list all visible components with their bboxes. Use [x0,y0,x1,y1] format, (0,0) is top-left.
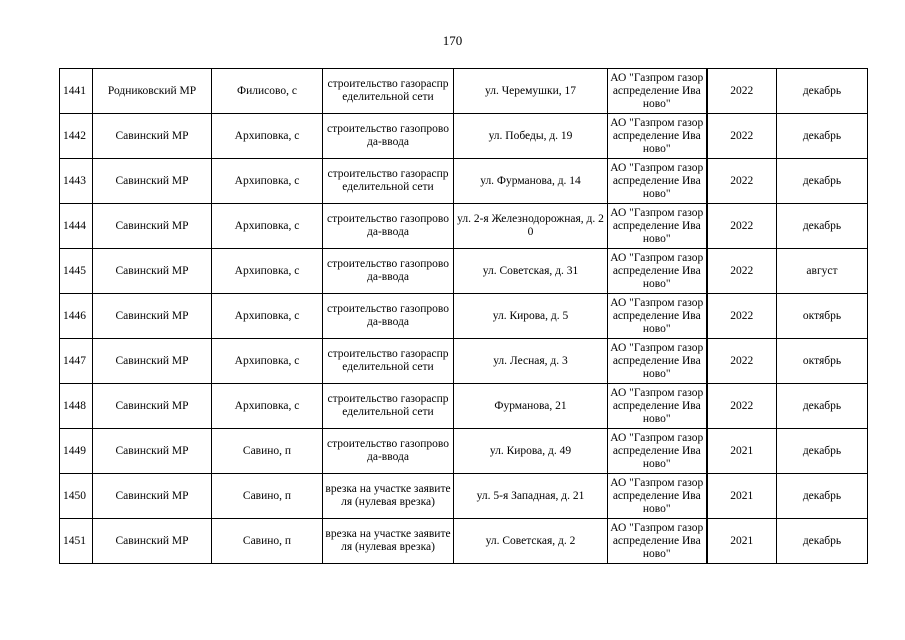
district-cell: Савинский МР [93,474,212,519]
table-row [60,384,868,429]
row-number-cell: 1442 [60,114,93,159]
table-row [60,114,868,159]
month-cell: декабрь [777,69,868,114]
organization-cell: АО "Газпром газораспределение Иваново" [608,294,707,339]
address-cell: Фурманова, 21 [454,384,608,429]
table-row [60,204,868,249]
locality-cell: Архиповка, с [212,294,323,339]
organization-cell: АО "Газпром газораспределение Иваново" [608,429,707,474]
row-number-cell: 1448 [60,384,93,429]
organization-cell: АО "Газпром газораспределение Иваново" [608,339,707,384]
address-cell: ул. Кирова, д. 49 [454,429,608,474]
work-type-cell: строительство газопровода-ввода [323,249,454,294]
locality-cell: Савино, п [212,429,323,474]
district-cell: Савинский МР [93,429,212,474]
row-number-cell: 1444 [60,204,93,249]
address-cell: ул. Советская, д. 2 [454,519,608,564]
row-number-cell: 1445 [60,249,93,294]
address-cell: ул. Фурманова, д. 14 [454,159,608,204]
month-cell: декабрь [777,204,868,249]
table-row [60,474,868,519]
row-number-cell: 1450 [60,474,93,519]
work-type-cell: строительство газораспределительной сети [323,69,454,114]
month-cell: декабрь [777,429,868,474]
table-body [60,69,868,564]
district-cell: Савинский МР [93,339,212,384]
address-cell: ул. Советская, д. 31 [454,249,608,294]
organization-cell: АО "Газпром газораспределение Иваново" [608,519,707,564]
organization-cell: АО "Газпром газораспределение Иваново" [608,114,707,159]
month-cell: декабрь [777,114,868,159]
district-cell: Савинский МР [93,204,212,249]
row-number-cell: 1441 [60,69,93,114]
table-row [60,339,868,384]
address-cell: ул. Кирова, д. 5 [454,294,608,339]
district-cell: Савинский МР [93,384,212,429]
organization-cell: АО "Газпром газораспределение Иваново" [608,384,707,429]
month-cell: декабрь [777,474,868,519]
organization-cell: АО "Газпром газораспределение Иваново" [608,249,707,294]
month-cell: август [777,249,868,294]
month-cell: декабрь [777,519,868,564]
address-cell: ул. Победы, д. 19 [454,114,608,159]
table-row [60,519,868,564]
year-cell: 2021 [707,429,777,474]
work-type-cell: строительство газопровода-ввода [323,204,454,249]
gasification-table [59,68,868,564]
year-cell: 2022 [707,114,777,159]
locality-cell: Архиповка, с [212,204,323,249]
month-cell: декабрь [777,159,868,204]
locality-cell: Архиповка, с [212,249,323,294]
locality-cell: Архиповка, с [212,339,323,384]
work-type-cell: строительство газораспределительной сети [323,339,454,384]
locality-cell: Савино, п [212,519,323,564]
organization-cell: АО "Газпром газораспределение Иваново" [608,204,707,249]
row-number-cell: 1449 [60,429,93,474]
organization-cell: АО "Газпром газораспределение Иваново" [608,69,707,114]
year-cell: 2022 [707,294,777,339]
year-cell: 2022 [707,339,777,384]
address-cell: ул. Черемушки, 17 [454,69,608,114]
row-number-cell: 1443 [60,159,93,204]
year-cell: 2021 [707,474,777,519]
year-cell: 2022 [707,204,777,249]
year-cell: 2021 [707,519,777,564]
work-type-cell: строительство газораспределительной сети [323,384,454,429]
address-cell: ул. 5-я Западная, д. 21 [454,474,608,519]
table-row [60,159,868,204]
address-cell: ул. Лесная, д. 3 [454,339,608,384]
row-number-cell: 1446 [60,294,93,339]
work-type-cell: строительство газопровода-ввода [323,114,454,159]
work-type-cell: врезка на участке заявителя (нулевая врезка) [323,474,454,519]
year-cell: 2022 [707,249,777,294]
locality-cell: Архиповка, с [212,114,323,159]
work-type-cell: врезка на участке заявителя (нулевая врезка) [323,519,454,564]
month-cell: декабрь [777,384,868,429]
organization-cell: АО "Газпром газораспределение Иваново" [608,474,707,519]
table-row [60,69,868,114]
organization-cell: АО "Газпром газораспределение Иваново" [608,159,707,204]
district-cell: Савинский МР [93,159,212,204]
district-cell: Савинский МР [93,519,212,564]
district-cell: Савинский МР [93,249,212,294]
work-type-cell: строительство газопровода-ввода [323,429,454,474]
month-cell: октябрь [777,294,868,339]
year-cell: 2022 [707,384,777,429]
table-row [60,429,868,474]
district-cell: Родниковский МР [93,69,212,114]
district-cell: Савинский МР [93,294,212,339]
address-cell: ул. 2-я Железнодорожная, д. 20 [454,204,608,249]
table-row [60,249,868,294]
locality-cell: Филисово, с [212,69,323,114]
row-number-cell: 1447 [60,339,93,384]
locality-cell: Архиповка, с [212,159,323,204]
page-number: 170 [442,33,463,48]
year-cell: 2022 [707,159,777,204]
work-type-cell: строительство газопровода-ввода [323,294,454,339]
table-row [60,294,868,339]
locality-cell: Архиповка, с [212,384,323,429]
district-cell: Савинский МР [93,114,212,159]
month-cell: октябрь [777,339,868,384]
work-type-cell: строительство газораспределительной сети [323,159,454,204]
locality-cell: Савино, п [212,474,323,519]
year-cell: 2022 [707,69,777,114]
row-number-cell: 1451 [60,519,93,564]
